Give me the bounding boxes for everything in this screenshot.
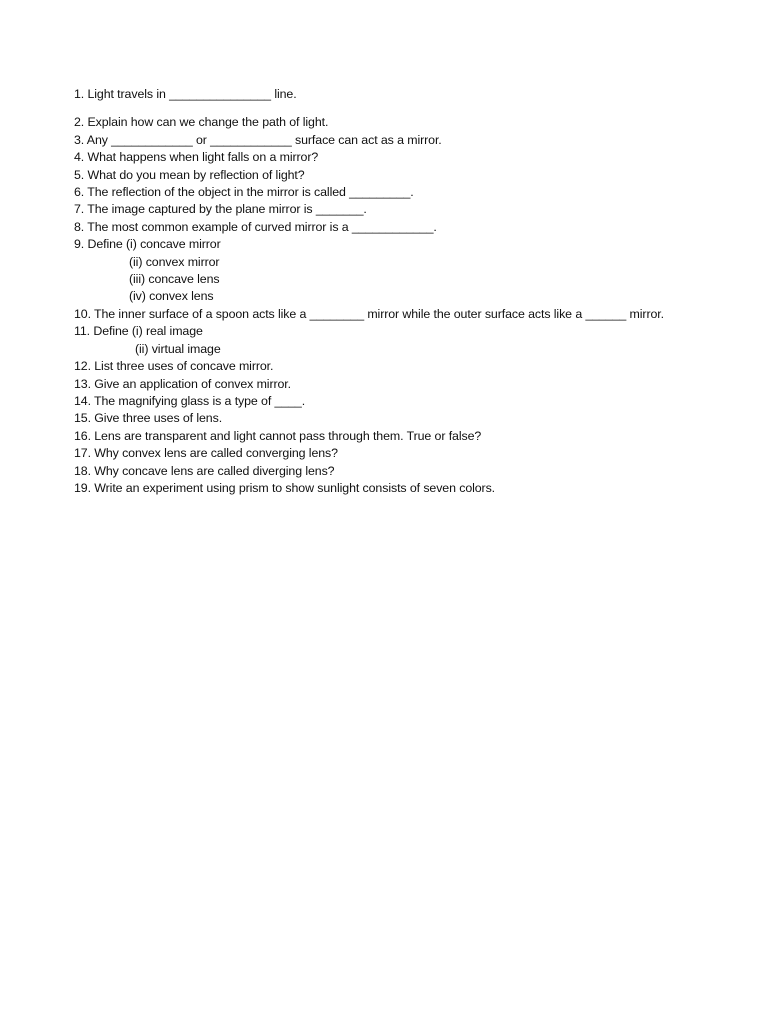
question-19: 19. Write an experiment using prism to show sunlight consists of seven colors.: [74, 480, 496, 495]
question-9-sub-iv: (iv) convex lens: [129, 289, 214, 304]
question-2: 2. Explain how can we change the path of light.: [74, 115, 329, 130]
question-6: 6. The reflection of the object in the mirror is called _________.: [74, 185, 414, 200]
question-9-sub-ii: (ii) convex mirror: [129, 254, 220, 269]
question-7: 7. The image captured by the plane mirror is _______.: [74, 202, 367, 217]
question-15: 15. Give three uses of lens.: [74, 411, 223, 426]
question-17: 17. Why convex lens are called converging lens?: [74, 446, 338, 461]
question-18: 18. Why concave lens are called diverging lens?: [74, 463, 335, 478]
question-9: 9. Define (i) concave mirror: [74, 237, 221, 252]
question-11-sub-ii: (ii) virtual image: [135, 341, 221, 356]
question-11: 11. Define (i) real image: [74, 324, 203, 339]
question-1: 1. Light travels in _______________ line.: [74, 87, 297, 101]
question-16: 16. Lens are transparent and light cannot pass through them. True or false?: [74, 428, 482, 443]
question-12: 12. List three uses of concave mirror.: [74, 359, 274, 374]
question-5: 5. What do you mean by reflection of light?: [74, 167, 305, 182]
question-9-sub-iii: (iii) concave lens: [129, 272, 220, 287]
question-list: [74, 86, 754, 497]
question-10: 10. The inner surface of a spoon acts like a ________ mirror while the outer surface acts like a ______ mirror.: [74, 306, 664, 321]
question-4: 4. What happens when light falls on a mirror?: [74, 150, 319, 165]
question-8: 8. The most common example of curved mirror is a ____________.: [74, 219, 437, 234]
question-13: 13. Give an application of convex mirror.: [74, 376, 291, 391]
question-3: 3. Any ____________ or ____________ surface can act as a mirror.: [74, 132, 442, 147]
question-14: 14. The magnifying glass is a type of ____.: [74, 393, 306, 408]
